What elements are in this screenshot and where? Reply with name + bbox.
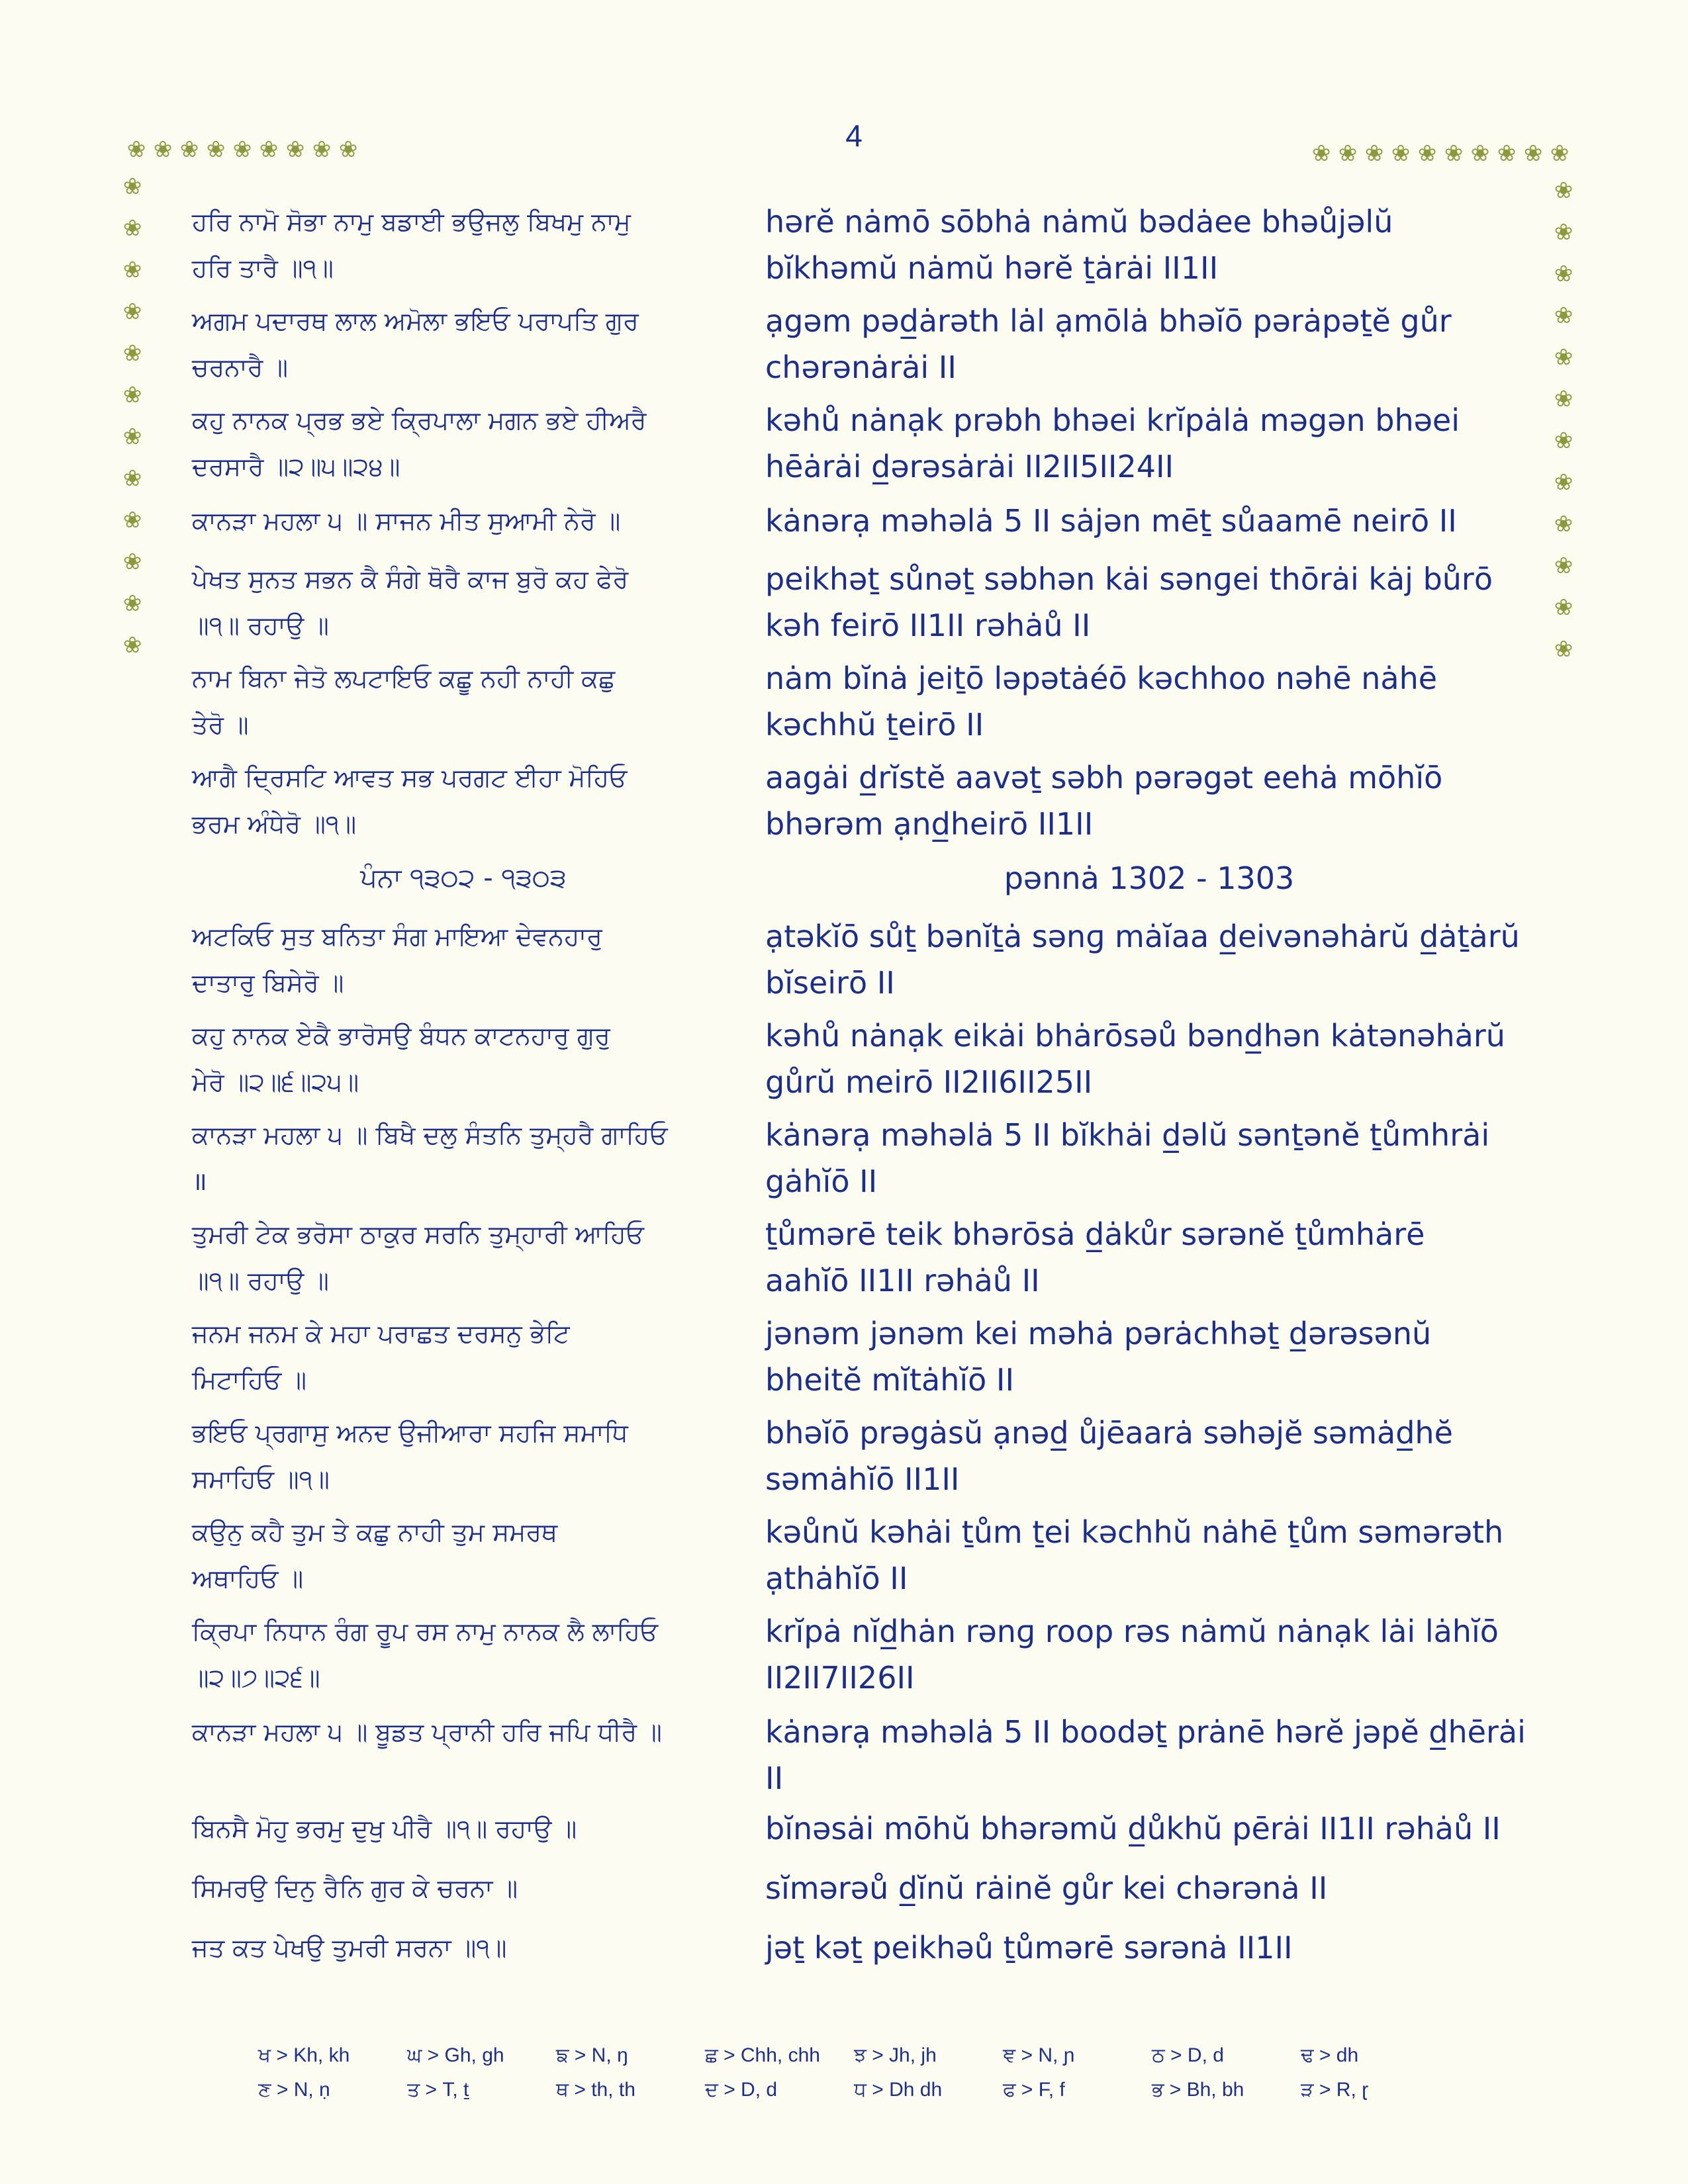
flower-ornament-icon: ❀ — [122, 381, 142, 408]
transliteration: kȧnərạ məhəlȧ 5 II bĭkhȧi d̲əlŭ sənṯənĕ ṯůmhrȧi gȧhĭō II — [765, 1117, 1490, 1199]
flower-ornament-icon: ❀ — [122, 340, 142, 367]
flower-ornament-icon: ❀ — [122, 256, 142, 283]
transliteration: bĭnəsȧi mōhŭ bhərəmŭ d̲ůkhŭ pērȧi II1II rəhȧů II — [765, 1811, 1501, 1846]
flower-ornament-icon: ❀ — [1554, 594, 1573, 621]
key-entry: ਙ > N, ŋ — [556, 2044, 628, 2066]
flower-ornament-icon: ❀ — [1550, 140, 1570, 167]
top-left-ornament — [123, 136, 361, 163]
transliteration: kȧnərạ məhəlȧ 5 II boodəṯ prȧnē hərĕ jəpĕ d̲hērȧi II — [765, 1714, 1526, 1796]
transliteration: jənəm jənəm kei məhȧ pərȧchhəṯ d̲ərəsənŭ bheitĕ mĭtȧhĭō II — [765, 1316, 1432, 1398]
key-entry: ਥ > th, th — [556, 2079, 635, 2101]
flower-ornament-icon: ❀ — [1554, 427, 1573, 454]
gurmukhi-verse: ਜਤ ਕਤ ਪੇਖਉ ਤੁਮਰੀ ਸਰਨਾ ॥੧॥ — [192, 1933, 507, 1962]
flower-ornament-icon: ❀ — [285, 136, 305, 163]
transliteration: sĭmərəů d̲ĭnŭ rȧinĕ gůr kei chərənȧ II — [765, 1870, 1328, 1906]
key-entry: ਫ > F, f — [1003, 2079, 1065, 2101]
flower-ornament-icon: ❀ — [126, 136, 146, 163]
flower-ornament-icon: ❀ — [1497, 140, 1517, 167]
gurmukhi-verse: ਭਇਓ ਪ੍ਰਗਾਸੁ ਅਨਦ ਉਜੀਆਰਾ ਸਹਜਿ ਸਮਾਧਿ ਸਮਾਹਿਓ ॥੧॥ — [192, 1418, 628, 1494]
flower-ornament-icon: ❀ — [312, 136, 332, 163]
flower-ornament-icon: ❀ — [1554, 218, 1573, 246]
key-entry: ਖ > Kh, kh — [258, 2044, 350, 2066]
transliteration: kəhů nȧnạk eikȧi bhȧrōsəů bənd̲hən kȧtənəhȧrŭ gůrŭ meirō II2II6II25II — [765, 1018, 1505, 1100]
key-entry: ਘ > Gh, gh — [407, 2044, 504, 2066]
flower-ornament-icon: ❀ — [1391, 140, 1411, 167]
key-entry: ਤ > T, ṯ — [407, 2079, 469, 2101]
transliteration: kȧnərạ məhəlȧ 5 II sȧjən mēṯ sůaamē neirō II — [765, 503, 1457, 539]
flower-ornament-icon: ❀ — [338, 136, 358, 163]
gurmukhi-verse: ਨਾਮ ਬਿਨਾ ਜੇਤੋ ਲਪਟਾਇਓ ਕਛੂ ਨਹੀ ਨਾਹੀ ਕਛੁ ਤੇਰੋ ॥ — [192, 664, 616, 739]
flower-ornament-icon: ❀ — [1417, 140, 1437, 167]
flower-ornament-icon: ❀ — [206, 136, 226, 163]
flower-ornament-icon: ❀ — [1554, 260, 1573, 287]
gurmukhi-verse: ਜਨਮ ਜਨਮ ਕੇ ਮਹਾ ਪਰਾਛਤ ਦਰਸਨੁ ਭੇਟਿ ਮਿਟਾਹਿਓ ॥ — [192, 1319, 570, 1394]
key-entry: ੜ > R, ɽ — [1301, 2079, 1369, 2101]
transliteration: ạtəkĭō sůṯ bənĭṯȧ sənɡ mȧĭaa d̲eivənəhȧrŭ d̲ȧṯȧrŭ bĭseirō II — [765, 919, 1520, 1001]
flower-ornament-icon: ❀ — [1554, 552, 1573, 579]
key-entry: ਭ > Bh, bh — [1152, 2079, 1244, 2101]
flower-ornament-icon: ❀ — [232, 136, 252, 163]
flower-ornament-icon: ❀ — [122, 214, 142, 242]
transliteration: aagȧi d̲rĭstĕ aavəṯ səbh pərəgət eehȧ mōhĭō bhərəm ạnd̲heirō II1II — [765, 760, 1443, 842]
transliteration: ṯůmərē teik bhərōsȧ d̲ȧkůr sərənĕ ṯůmhȧrē aahĭō II1II rəhȧů II — [765, 1216, 1425, 1298]
flower-ornament-icon: ❀ — [122, 631, 142, 659]
flower-ornament-icon: ❀ — [1364, 140, 1384, 167]
transliteration: jəṯ kəṯ peikhəů ṯůmərē sərənȧ II1II — [765, 1930, 1293, 1966]
key-entry: ਦ > D, d — [705, 2079, 778, 2101]
top-right-ornament — [1308, 140, 1573, 167]
flower-ornament-icon: ❀ — [122, 548, 142, 575]
flower-ornament-icon: ❀ — [1554, 302, 1573, 329]
flower-ornament-icon: ❀ — [1444, 140, 1464, 167]
flower-ornament-icon: ❀ — [1554, 343, 1573, 371]
left-ornament-column — [119, 165, 146, 666]
flower-ornament-icon: ❀ — [259, 136, 279, 163]
key-row — [258, 2038, 1450, 2073]
gurmukhi-verse: ਅਗਮ ਪਦਾਰਥ ਲਾਲ ਅਮੋਲਾ ਭਇਓ ਪਰਾਪਤਿ ਗੁਰ ਚਰਨਾਰੈ ॥ — [192, 306, 639, 382]
key-entry: ਝ > Jh, jh — [854, 2044, 937, 2066]
flower-ornament-icon: ❀ — [1554, 177, 1573, 204]
gurmukhi-verse: ਕਾਨੜਾ ਮਹਲਾ ੫ ॥ ਸਾਜਨ ਮੀਤ ਸੁਆਮੀ ਨੇਰੋ ॥ — [192, 506, 621, 535]
key-row — [258, 2073, 1450, 2107]
transliteration-key — [258, 2038, 1450, 2107]
flower-ornament-icon: ❀ — [122, 423, 142, 450]
transliteration: kəhů nȧnạk prəbh bhəei krĭpȧlȧ məgən bhəei hēȧrȧi d̲ərəsȧrȧi II2II5II24II — [765, 402, 1460, 484]
flower-ornament-icon: ❀ — [122, 590, 142, 617]
flower-ornament-icon: ❀ — [1554, 510, 1573, 537]
gurmukhi-verse: ਬਿਨਸੈ ਮੋਹੁ ਭਰਮੁ ਦੁਖੁ ਪੀਰੈ ॥੧॥ ਰਹਾਉ ॥ — [192, 1814, 577, 1843]
flower-ornament-icon: ❀ — [122, 465, 142, 492]
gurmukhi-verse: ਕਹੁ ਨਾਨਕ ਪ੍ਰਭ ਭਏ ਕ੍ਰਿਪਾਲਾ ਮਗਨ ਭਏ ਹੀਅਰੈ ਦਰਸਾਰੈ ॥੨॥੫॥੨੪॥ — [192, 406, 647, 481]
flower-ornament-icon: ❀ — [1311, 140, 1331, 167]
flower-ornament-icon: ❀ — [1554, 469, 1573, 496]
gurmukhi-verse: ਤੁਮਰੀ ਟੇਕ ਭਰੋਸਾ ਠਾਕੁਰ ਸਰਨਿ ਤੁਮ੍ਹਾਰੀ ਆਹਿਓ ॥੧॥ ਰਹਾਉ ॥ — [192, 1220, 644, 1295]
gurmukhi-verse: ਕਹੁ ਨਾਨਕ ਏਕੈ ਭਾਰੋਸਉ ਬੰਧਨ ਕਾਟਨਹਾਰੁ ਗੁਰੁ ਮੇਰੋ ॥੨॥੬॥੨੫॥ — [192, 1021, 610, 1097]
transliteration: bhəĭō prəgȧsŭ ạnəd̲ ůjēaarȧ səhəjĕ səmȧd̲hĕ səmȧhĭō II1II — [765, 1415, 1453, 1497]
flower-ornament-icon: ❀ — [122, 173, 142, 200]
flower-ornament-icon: ❀ — [1338, 140, 1358, 167]
key-entry: ਠ > D, d — [1152, 2044, 1224, 2066]
flower-ornament-icon: ❀ — [122, 298, 142, 325]
transliteration: peikhəṯ sůnəṯ səbhən kȧi sənɡei thōrȧi kȧj bůrō kəh feirō II1II rəhȧů II — [765, 561, 1493, 643]
page-number: 4 — [845, 118, 863, 153]
key-entry: ਞ > N, ɲ — [1003, 2044, 1075, 2066]
gurmukhi-verse: ਅਟਕਿਓ ਸੁਤ ਬਨਿਤਾ ਸੰਗ ਮਾਇਆ ਦੇਵਨਹਾਰੁ ਦਾਤਾਰੁ ਬਿਸੇਰੋ ॥ — [192, 922, 602, 997]
transliteration: krĭpȧ nĭd̲hȧn rənɡ roop rəs nȧmŭ nȧnạk lȧi lȧhĭō II2II7II26II — [765, 1614, 1499, 1696]
flower-ornament-icon: ❀ — [1554, 635, 1573, 662]
key-entry: ਣ > N, ṇ — [258, 2079, 330, 2101]
gurmukhi-verse: ਕ੍ਰਿਪਾ ਨਿਧਾਨ ਰੰਗ ਰੂਪ ਰਸ ਨਾਮੁ ਨਾਨਕ ਲੈ ਲਾਹਿਓ ॥੨॥੭॥੨੬॥ — [192, 1617, 659, 1692]
key-entry: ਢ > dh — [1301, 2044, 1359, 2066]
flower-ornament-icon: ❀ — [1523, 140, 1543, 167]
key-entry: ਧ > Dh dh — [854, 2079, 943, 2101]
page-marker-translit: pənnȧ 1302 - 1303 — [1004, 860, 1295, 896]
transliteration: nȧm bĭnȧ jeiṯō ləpətȧéō kəchhoo nəhē nȧhē kəchhŭ ṯeirō II — [765, 660, 1438, 743]
flower-ornament-icon: ❀ — [1470, 140, 1490, 167]
gurmukhi-verse: ਕਉਨੁ ਕਹੈ ਤੁਮ ਤੇ ਕਛੁ ਨਾਹੀ ਤੁਮ ਸਮਰਥ ਅਥਾਹਿਓ ॥ — [192, 1518, 558, 1593]
gurmukhi-verse: ਆਗੈ ਦ੍ਰਿਸਟਿ ਆਵਤ ਸਭ ਪਰਗਟ ਈਹਾ ਮੋਹਿਓ ਭਰਮ ਅੰਧੇਰੋ ॥੧॥ — [192, 763, 628, 839]
gurmukhi-verse: ਕਾਨੜਾ ਮਹਲਾ ੫ ॥ ਬੂਡਤ ਪ੍ਰਾਨੀ ਹਰਿ ਜਪਿ ਧੀਰੈ ॥ — [192, 1717, 662, 1747]
transliteration: hərĕ nȧmō sōbhȧ nȧmŭ bədȧee bhəůjəlŭ bĭkhəmŭ nȧmŭ hərĕ ṯȧrȧi II1II — [765, 204, 1393, 286]
flower-ornament-icon: ❀ — [1554, 385, 1573, 412]
gurmukhi-verse: ਸਿਮਰਉ ਦਿਨੁ ਰੈਨਿ ਗੁਰ ਕੇ ਚਰਨਾ ॥ — [192, 1874, 518, 1903]
transliteration: ạgəm pəd̲ȧrəth lȧl ạmōlȧ bhəĭō pərȧpəṯĕ gůr chərənȧrȧi II — [765, 303, 1452, 385]
flower-ornament-icon: ❀ — [179, 136, 199, 163]
gurmukhi-verse: ਹਰਿ ਨਾਮੋ ਸੋਭਾ ਨਾਮੁ ਬਡਾਈ ਭਉਜਲੁ ਬਿਖਮੁ ਨਾਮੁ ਹਰਿ ਤਾਰੈ ॥੧॥ — [192, 207, 631, 283]
transliteration: kəůnŭ kəhȧi ṯům ṯei kəchhŭ nȧhē ṯům səmərəth ạthȧhĭō II — [765, 1514, 1504, 1596]
gurmukhi-verse: ਕਾਨੜਾ ਮਹਲਾ ੫ ॥ ਬਿਖੈ ਦਲੁ ਸੰਤਨਿ ਤੁਮ੍ਹਰੈ ਗਾਹਿਓ ॥ — [192, 1120, 668, 1196]
flower-ornament-icon: ❀ — [122, 506, 142, 533]
key-entry: ਛ > Chh, chh — [705, 2044, 820, 2066]
flower-ornament-icon: ❀ — [153, 136, 173, 163]
page-marker-gurmukhi: ਪੰਨਾ ੧੩੦੨ - ੧੩੦੩ — [360, 863, 567, 893]
right-ornament-column — [1550, 169, 1577, 670]
gurmukhi-verse: ਪੇਖਤ ਸੁਨਤ ਸਭਨ ਕੈ ਸੰਗੇ ਥੋਰੈ ਕਾਜ ਬੁਰੋ ਕਹ ਫੇਰੋ ॥੧॥ ਰਹਾਉ ॥ — [192, 565, 629, 640]
